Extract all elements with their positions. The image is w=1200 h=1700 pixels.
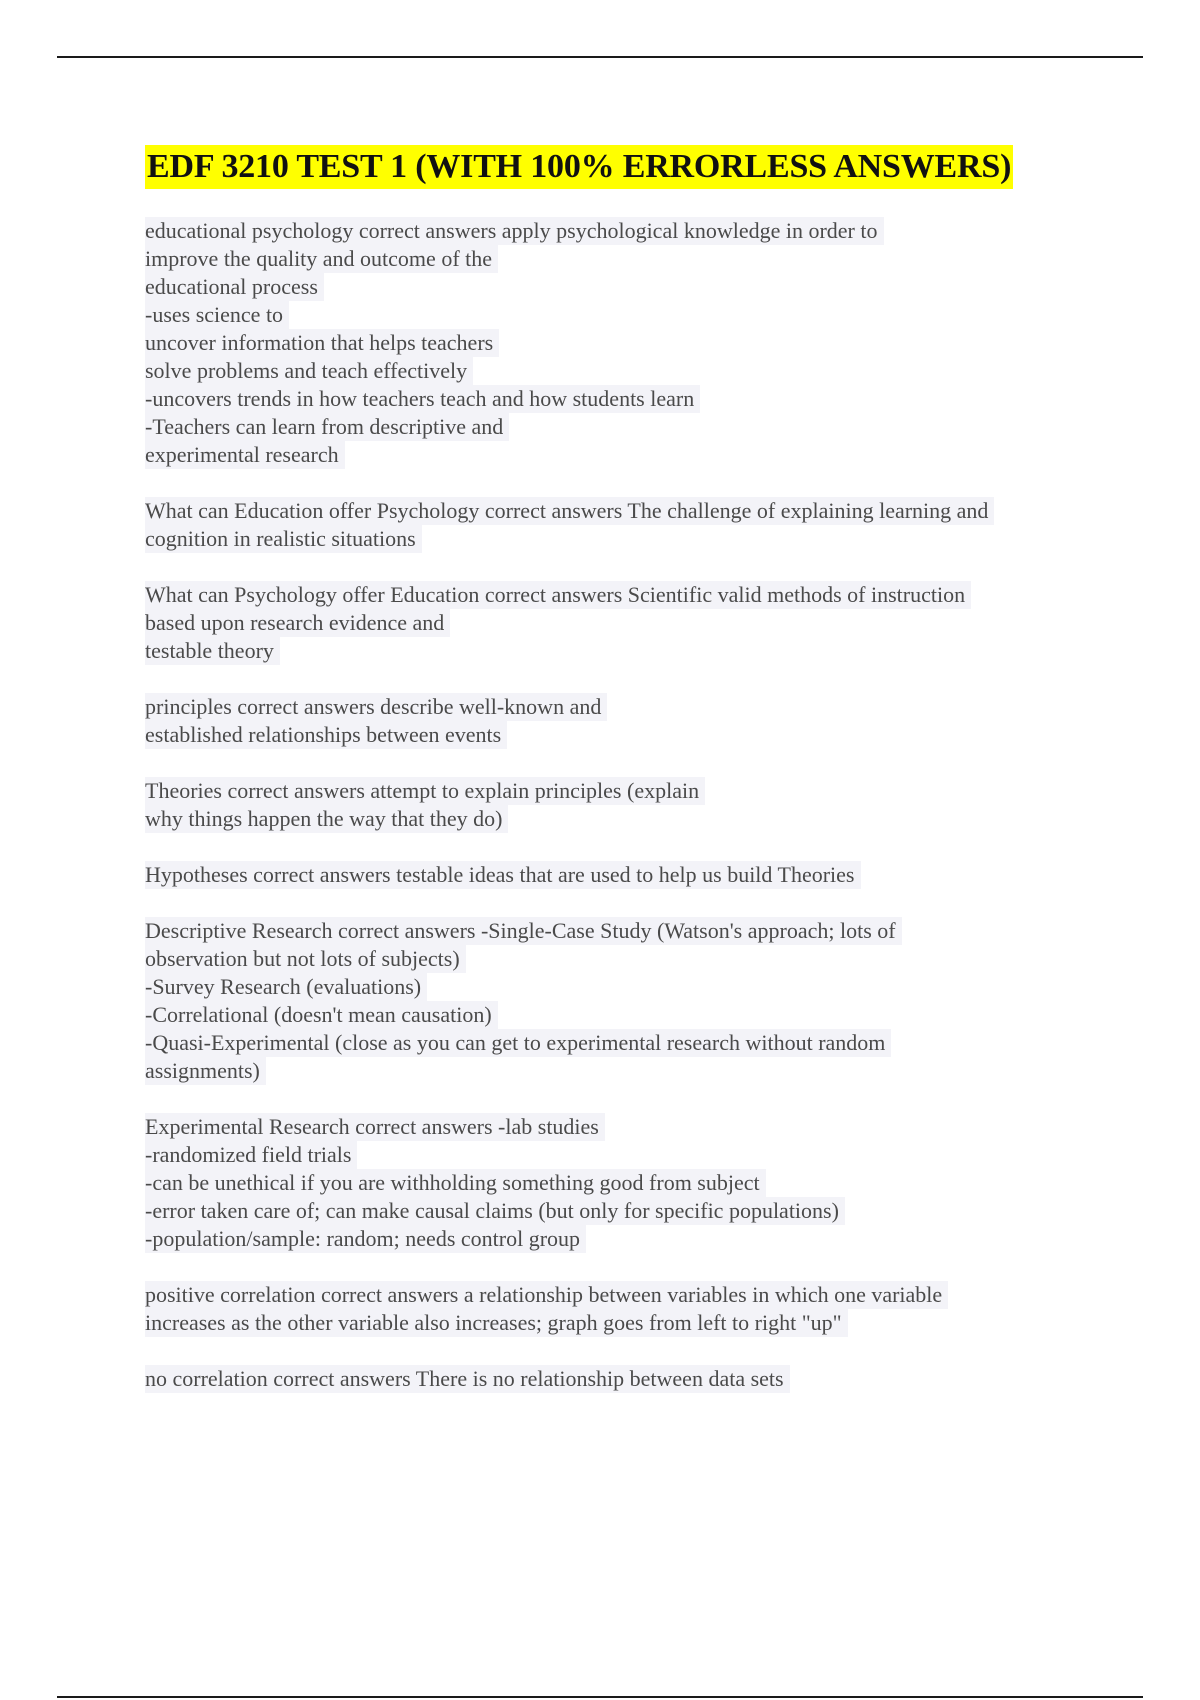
text-line: educational psychology correct answers apply psychological knowledge in order to — [145, 217, 884, 245]
qa-entry — [145, 917, 1085, 1085]
text-line: What can Education offer Psychology correct answers The challenge of explaining learning and — [145, 497, 994, 525]
text-line: principles correct answers describe well-known and — [145, 693, 607, 721]
text-line: -Survey Research (evaluations) — [145, 973, 427, 1001]
qa-entry — [145, 861, 1085, 889]
text-line: increases as the other variable also increases; graph goes from left to right "up" — [145, 1309, 848, 1337]
text-line: Experimental Research correct answers -lab studies — [145, 1113, 605, 1141]
qa-entry — [145, 777, 1085, 833]
text-line: based upon research evidence and — [145, 609, 450, 637]
qa-entry — [145, 217, 1085, 469]
document-title: EDF 3210 TEST 1 (WITH 100% ERRORLESS ANSWERS) — [145, 145, 1013, 189]
text-line: established relationships between events — [145, 721, 507, 749]
text-line: cognition in realistic situations — [145, 525, 422, 553]
text-line: assignments) — [145, 1057, 266, 1085]
text-line: testable theory — [145, 637, 280, 665]
text-line: no correlation correct answers There is no relationship between data sets — [145, 1365, 790, 1393]
text-line: -uncovers trends in how teachers teach and how students learn — [145, 385, 700, 413]
text-line: -randomized field trials — [145, 1141, 357, 1169]
document-page — [145, 145, 1085, 1421]
text-line: Theories correct answers attempt to explain principles (explain — [145, 777, 705, 805]
text-line: -can be unethical if you are withholding something good from subject — [145, 1169, 766, 1197]
qa-entry — [145, 1113, 1085, 1253]
text-line: experimental research — [145, 441, 345, 469]
text-line: -Teachers can learn from descriptive and — [145, 413, 509, 441]
qa-entry — [145, 581, 1085, 665]
text-line: positive correlation correct answers a relationship between variables in which one variable — [145, 1281, 948, 1309]
qa-entry — [145, 1365, 1085, 1393]
text-line: -uses science to — [145, 301, 289, 329]
text-line: -Quasi-Experimental (close as you can get to experimental research without random — [145, 1029, 891, 1057]
qa-entry — [145, 1281, 1085, 1337]
text-line: why things happen the way that they do) — [145, 805, 508, 833]
text-line: Descriptive Research correct answers -Single-Case Study (Watson's approach; lots of — [145, 917, 902, 945]
text-line: solve problems and teach effectively — [145, 357, 473, 385]
qa-list — [145, 217, 1085, 1393]
text-line: uncover information that helps teachers — [145, 329, 499, 357]
text-line: -Correlational (doesn't mean causation) — [145, 1001, 498, 1029]
bottom-rule — [57, 1696, 1143, 1698]
qa-entry — [145, 693, 1085, 749]
text-line: observation but not lots of subjects) — [145, 945, 466, 973]
text-line: -population/sample: random; needs control group — [145, 1225, 586, 1253]
text-line: educational process — [145, 273, 324, 301]
text-line: Hypotheses correct answers testable ideas that are used to help us build Theories — [145, 861, 861, 889]
text-line: -error taken care of; can make causal claims (but only for specific populations) — [145, 1197, 845, 1225]
top-rule — [57, 56, 1143, 58]
qa-entry — [145, 497, 1085, 553]
text-line: What can Psychology offer Education correct answers Scientific valid methods of instruction — [145, 581, 971, 609]
text-line: improve the quality and outcome of the — [145, 245, 498, 273]
